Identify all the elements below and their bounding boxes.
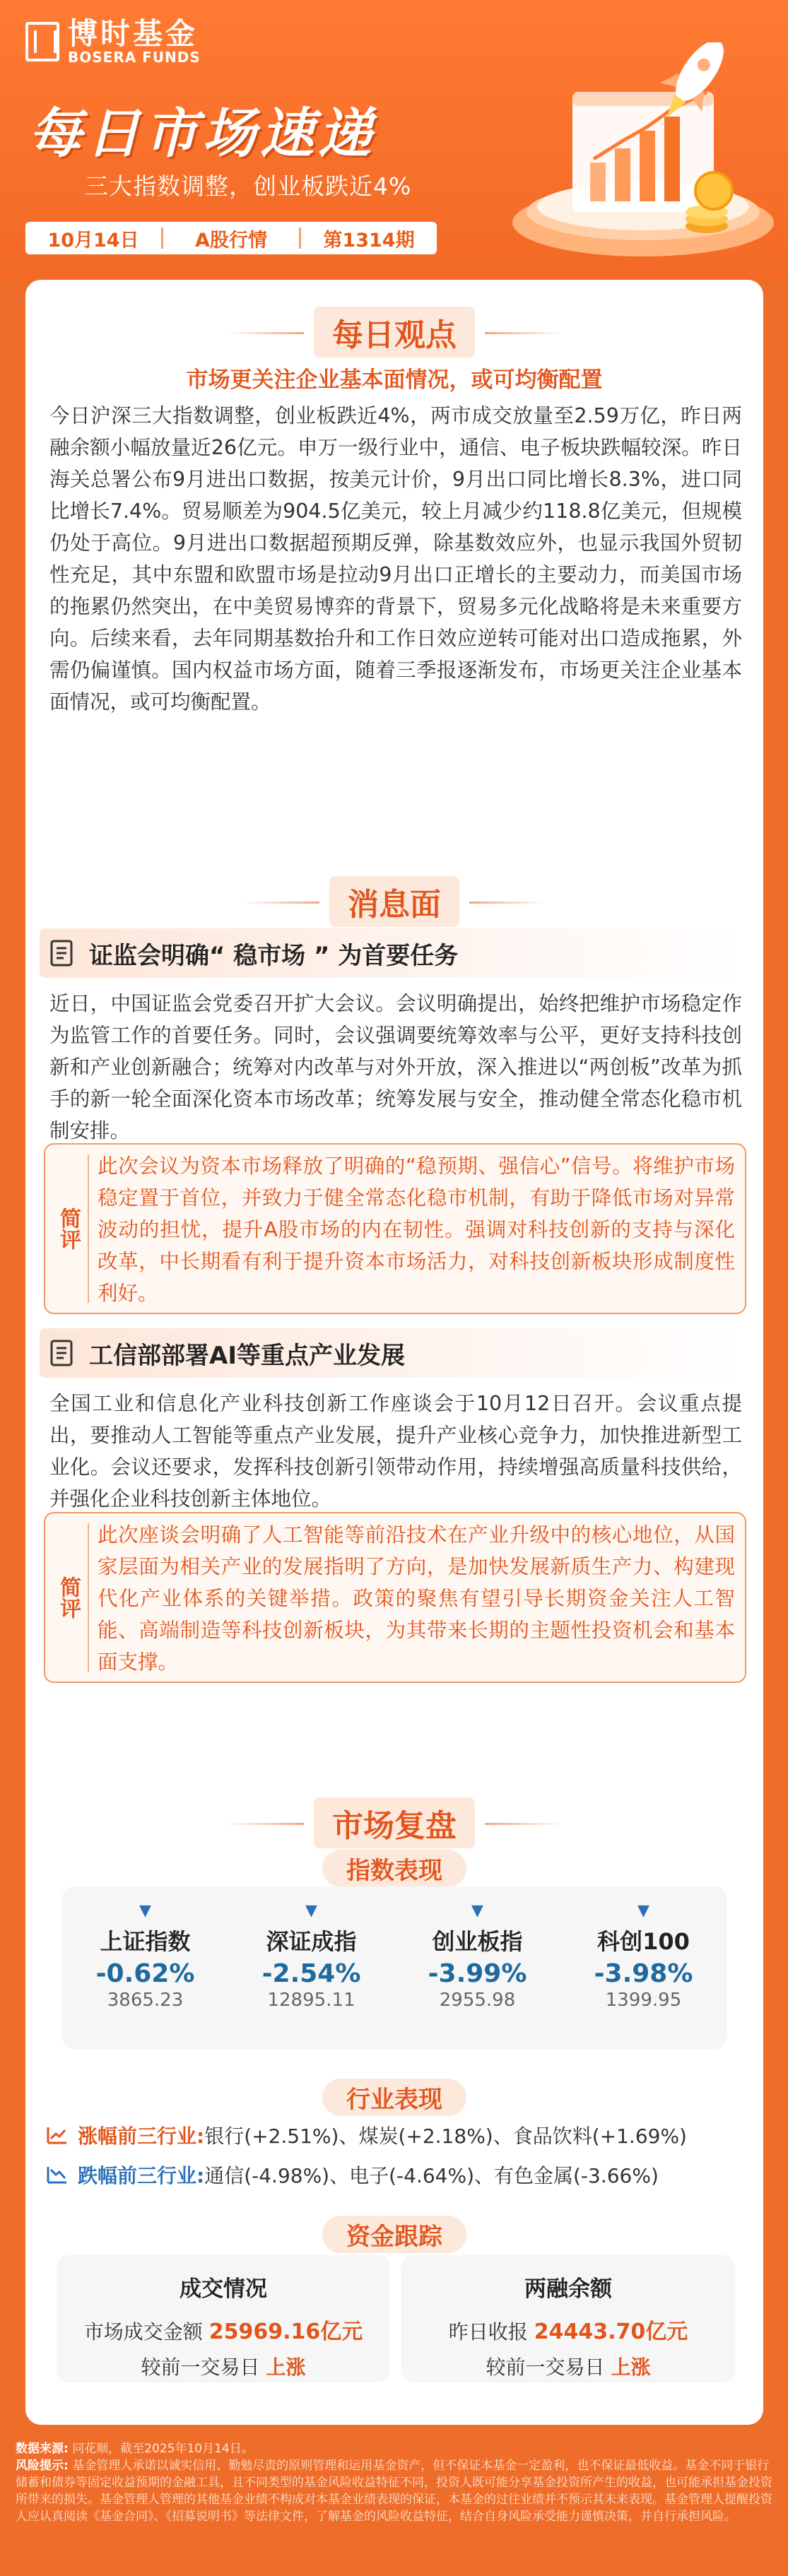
news-item-1-title: 证监会明确“ 稳市场 ” 为首要任务 — [89, 941, 459, 970]
index-change: -3.99% — [428, 1959, 527, 1988]
comment-text: 此次会议为资本市场释放了明确的“稳预期、强信心”信号。将维护市场稳定置于首位，并致力于健全常态化稳市机制，有助于降低市场对异常波动的担忧，提升A股市场的内在韧性。强调对科技创新的支持与深化改革，中长期看有利于提升资本市场活力，对科技创新板块形成制度性利好。 — [98, 1154, 735, 1305]
turnover-value: 25969.16亿元 — [208, 2320, 363, 2344]
daily-view-body: 今日沪深三大指数调整，创业板跌近4%，两市成交放量至2.59万亿，昨日两融余额小幅放量近26亿元。申万一级行业中，通信、电子板块跌幅较深。昨日海关总署公布9月进出口数据，按美元计价，9月出口同比增长8.3%，进口同比增长7.4%。贸易顺差为904.5亿美元，较上月减少约118.8亿美元，但规模仍处于高位。9月进出口数据超预期反弹，除基数效应外，也显示我国外贸韧性充足，其中东盟和欧盟市场是拉动9月出口正增长的主要动力，而美国市场的拖累仍然突出，在中美贸易博弈的背景下，贸易多元化战略将是未来重要方向。后续来看，去年同期基数抬升和工作日效应逆转可能对出口造成拖累，外需仍偏谨慎。国内权益市场方面，随着三季报逐渐发布，市场更关注企业基本面情况，或可均衡配置。 — [49, 404, 742, 714]
index-name: 科创100 — [597, 1928, 690, 1955]
top-industries-row — [47, 2121, 687, 2149]
index-name: 深证成指 — [266, 1928, 357, 1955]
document-icon — [49, 1339, 76, 1367]
index-item-chinext — [394, 1886, 560, 2049]
down-arrow-icon: ▼ — [637, 1902, 649, 1920]
news-item-1-body: 近日，中国证监会党委召开扩大会议。会议明确提出，始终把维护市场稳定作为监管工作的首要任务。同时，会议强调要统筹效率与公平，更好支持科技创新和产业创新融合；统筹对内改革与对外开放，深入推进以“两创板”改革为抓手的新一轮全面深化资本市场改革；统筹发展与安全，推动健全常态化稳市机制安排。 — [49, 992, 742, 1142]
turnover-card — [57, 2255, 390, 2382]
index-value: 1399.95 — [605, 1990, 682, 2011]
down-arrow-icon: ▼ — [139, 1902, 151, 1920]
index-item-star100 — [560, 1886, 727, 2049]
document-icon — [49, 939, 76, 967]
source-text: 同花顺，截至2025年10月14日。 — [72, 2442, 254, 2456]
top-industries-label: 涨幅前三行业: — [78, 2125, 205, 2148]
bosera-logo-icon — [25, 22, 59, 61]
comment-label: 简评 — [56, 1576, 81, 1619]
news-item-2-title: 工信部部署AI等重点产业发展 — [89, 1341, 405, 1370]
down-arrow-icon: ▼ — [471, 1902, 483, 1920]
daily-view-section-title: 每日观点 — [25, 307, 763, 358]
comment-label: 简评 — [56, 1207, 81, 1250]
rocket-chart-illustration-icon — [495, 42, 777, 268]
index-change: -2.54% — [261, 1959, 361, 1988]
comment-divider — [88, 1154, 89, 1303]
industry-performance-title: 行业表现 — [25, 2079, 763, 2116]
page-subtitle: 三大指数调整，创业板跌近4% — [85, 172, 412, 200]
trend-down-icon — [47, 2166, 68, 2184]
daily-view-headline: 市场更关注企业基本面情况，或可均衡配置 — [186, 367, 603, 393]
news-item-1-header — [40, 928, 746, 978]
index-value: 3865.23 — [107, 1990, 184, 2011]
margin-title: 两融余额 — [524, 2276, 612, 2302]
margin-balance-card — [401, 2255, 735, 2382]
turnover-title: 成交情况 — [180, 2276, 267, 2302]
risk-label: 风险提示: — [16, 2459, 69, 2473]
footer-disclaimer — [16, 2440, 775, 2525]
index-value: 12895.11 — [267, 1990, 355, 2011]
top-industries-text: 银行(+2.51%)、煤炭(+2.18%)、食品饮料(+1.69%) — [204, 2125, 687, 2148]
index-performance-title: 指数表现 — [25, 1850, 763, 1887]
comment-divider — [88, 1523, 89, 1672]
index-item-sse — [62, 1886, 228, 2049]
index-name: 创业板指 — [432, 1928, 523, 1955]
index-value: 2955.98 — [439, 1990, 516, 2011]
header-banner — [0, 0, 788, 283]
issue-number-tag: 第1314期 — [323, 229, 415, 252]
brand-name-cn: 博时基金 — [68, 16, 199, 51]
category-tag: A股行情 — [195, 229, 267, 252]
down-arrow-icon: ▼ — [305, 1902, 317, 1920]
news-item-2-body: 全国工业和信息化产业科技创新工作座谈会于10月12日召开。会议重点提出，要推动人工智能等重点产业发展，提升产业核心竞争力，加快推进新型工业化。会议还要求，发挥科技创新引领带动作用，持续增强高质量科技供给，并强化企业科技创新主体地位。 — [49, 1392, 742, 1511]
index-change: -0.62% — [95, 1959, 195, 1988]
index-name: 上证指数 — [100, 1928, 191, 1955]
index-change: -3.98% — [594, 1959, 693, 1988]
bottom-industries-label: 跌幅前三行业: — [78, 2164, 205, 2187]
turnover-label: 市场成交金额 — [83, 2320, 203, 2344]
brand-logo — [25, 18, 201, 65]
index-item-szse — [228, 1886, 394, 2049]
content-card — [25, 280, 763, 2425]
bottom-industries-row — [47, 2161, 659, 2189]
fund-tracking-title: 资金跟踪 — [25, 2216, 763, 2253]
brand-name-en: BOSERA FUNDS — [68, 49, 201, 66]
news-section-title: 消息面 — [25, 876, 763, 927]
bottom-industries-text: 通信(-4.98%)、电子(-4.64%)、有色金属(-3.66%) — [204, 2164, 659, 2187]
margin-compare: 较前一交易日 — [486, 2356, 605, 2379]
risk-text: 基金管理人承诺以诚实信用、勤勉尽责的原则管理和运用基金资产，但不保证本基金一定盈利，也不保证最低收益。基金不同于银行储蓄和债券等固定收益预期的金融工具，且不同类型的基金风险收益特征不同，投资人既可能分享基金投资所产生的收益，也可能承担基金投资所带来的损失。基金管理人管理的其他基金业绩不构成对本基金业绩表现的保证，本基金的过往业绩并不预示其未来表现。基金管理人提醒投资人应认真阅读《基金合同》、《招募说明书》等法律文件，了解基金的风险收益特征，结合自身风险承受能力谨慎决策，并自行承担风险。 — [16, 2459, 772, 2524]
source-label: 数据来源: — [16, 2442, 69, 2456]
margin-value: 24443.70亿元 — [534, 2320, 688, 2344]
page-title: 每日市场速递 — [28, 102, 376, 165]
news-item-1-comment — [44, 1143, 746, 1314]
trend-up-icon — [47, 2126, 68, 2144]
market-section-title: 市场复盘 — [25, 1797, 763, 1848]
margin-label: 昨日收报 — [448, 2320, 528, 2344]
issue-tag-bar — [25, 222, 437, 254]
index-panel — [62, 1886, 727, 2049]
news-item-2-header — [40, 1328, 746, 1378]
turnover-compare: 较前一交易日 — [141, 2356, 260, 2379]
turnover-trend: 上涨 — [266, 2356, 306, 2379]
news-item-2-comment — [44, 1512, 746, 1683]
date-tag: 10月14日 — [47, 229, 139, 252]
comment-text: 此次座谈会明确了人工智能等前沿技术在产业升级中的核心地位，从国家层面为相关产业的发展指明了方向，是加快发展新质生产力、构建现代化产业体系的关键举措。政策的聚焦有望引导长期资金关注人工智能、高端制造等科技创新板块，为其带来长期的主题性投资机会和基本面支撑。 — [98, 1523, 735, 1674]
margin-trend: 上涨 — [611, 2356, 651, 2379]
